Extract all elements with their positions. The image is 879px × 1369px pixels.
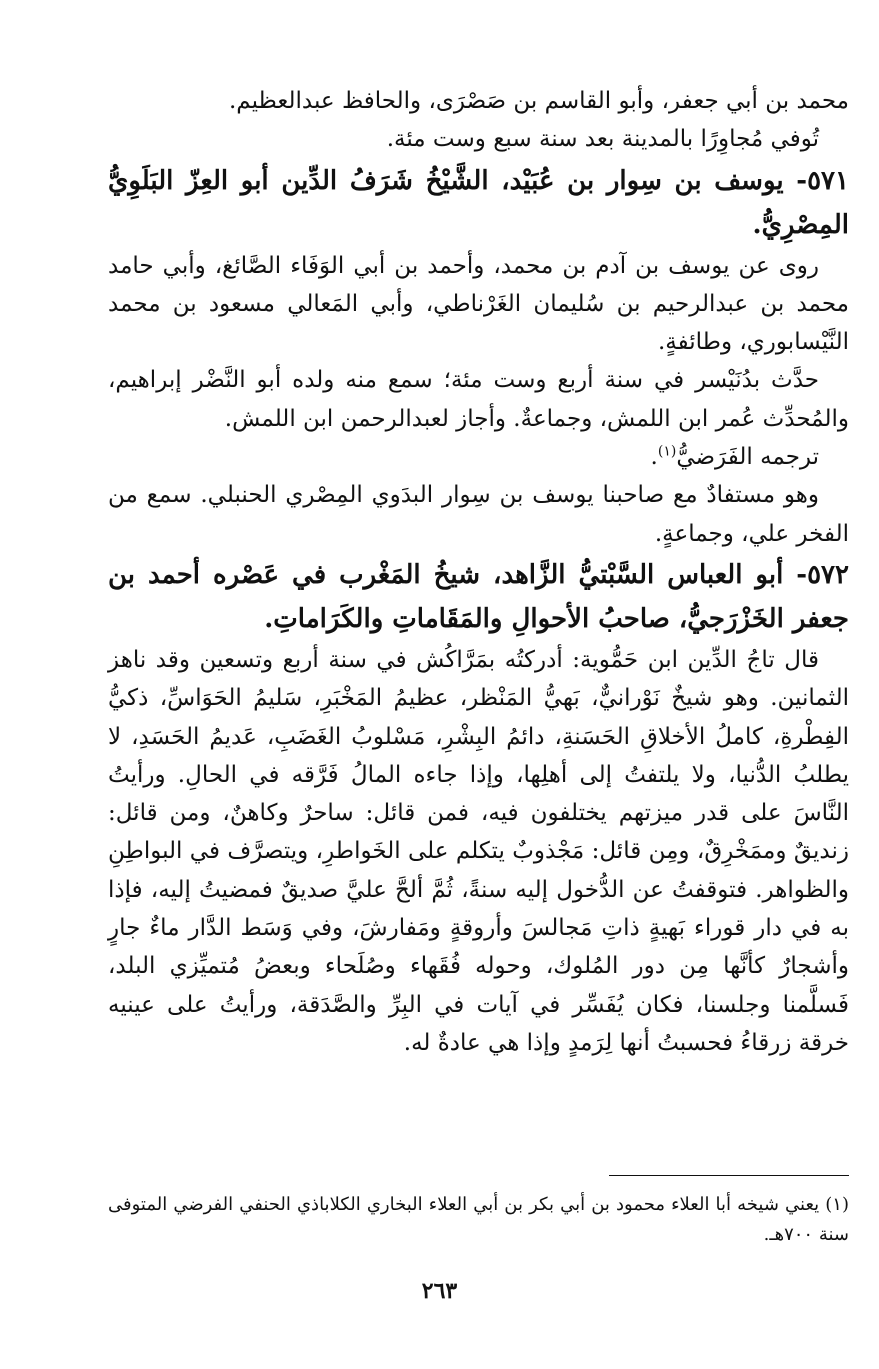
paragraph-continuation: محمد بن أبي جعفر، وأبو القاسم بن صَصْرَى، والحافظ عبدالعظيم. — [228, 88, 849, 114]
footnote-divider — [609, 1175, 849, 1176]
footnote-text: يعني شيخه أبا العلاء محمود بن أبي بكر بن أبي العلاء البخاري الكلاباذي الحنفي الفرضي المتوفى سنة ٧٠٠هـ. — [108, 1194, 849, 1245]
entry-heading-571: ٥٧١- يوسف بن سِوار بن عُبَيْد، الشَّيْخُ شَرَفُ الدِّين أبو العِزّ البَلَوِيُّ المِصْرِيُّ. — [108, 165, 849, 240]
entry-heading-572: ٥٧٢- أبو العباس السَّبْتيُّ الزَّاهد، شيخُ المَغْرب في عَصْره أحمد بن جعفر الخَزْرَجيُّ، صاحبُ الأحوالِ والمَقَاماتِ والكَرَاماتِ. — [108, 559, 849, 634]
paragraph-transmission: حدَّث بدُنَيْسر في سنة أربع وست مئة؛ سمع منه ولده أبو النَّضْر إبراهيم، والمُحدِّث عُمر ابن اللمش، وجماعةٌ. وأجاز لعبدالرحمن ابن اللمش. — [108, 367, 849, 432]
footnote — [108, 1190, 849, 1250]
main-text — [108, 82, 849, 1062]
paragraph-death-note: تُوفي مُجاوِرًا بالمدينة بعد سنة سبع وست مئة. — [386, 126, 819, 153]
biographer-period: . — [650, 444, 658, 471]
paragraph-namesake: وهو مستفادٌ مع صاحبنا يوسف بن سِوار البدَوي المِصْري الحنبلي. سمع من الفخر علي، وجماعةٍ. — [108, 482, 849, 547]
footnote-mark: (١) — [825, 1194, 849, 1215]
page-number: ٢٦٣ — [421, 1278, 458, 1304]
biographer-text: ترجمه الفَرَضيُّ — [676, 444, 819, 471]
paragraph-narrators: روى عن يوسف بن آدم بن محمد، وأحمد بن أبي الوَفَاء الصَّائغ، وأبي حامد محمد بن عبدالرحيم بن سُليمان الغَرْناطي، وأبي المَعالي مسعود بن محمد النَّيْسابوري، وطائفةٍ. — [108, 252, 849, 356]
paragraph-biographer — [108, 438, 849, 476]
paragraph-account: قال تاجُ الدِّين ابن حَمُّوية: أدركتُه بمَرَّاكُش في سنة أربع وتسعين وقد ناهز الثمانين. وهو شيخٌ نَوْرانيٌّ، بَهيُّ المَنْظر، عظيمُ المَخْبَرِ، سَليمُ الحَوَاسِّ، ذكيُّ الفِطْرةِ، كاملُ الأخلاقِ الحَسَنةِ، دائمُ البِشْرِ، مَسْلوبُ الغَضَبِ، عَديمُ الحَسَدِ، لا يطلبُ الدُّنيا، ولا يلتفتُ إلى أهلِها، وإذا جاءه المالُ فَرَّقه في الحالِ. ورأيتُ النَّاسَ على قدر ميزتهم يختلفون فيه، فمن قائل: ساحرٌ وكاهنٌ، ومن قائل: زنديقٌ وممَخْرِقٌ، ومِن قائل: مَجْذوبٌ يتكلم على الخَواطرِ، ويتصرَّف في البواطِنِ والظواهر. فتوقفتُ عن الدُّخول إليه سنةً، ثُمَّ ألحَّ عليَّ صديقٌ فمضيتُ إليه، فإذا به في دار قوراء بَهيةٍ ذاتِ مَجالسَ وأروقةٍ ومَفارشَ، وفي وَسَط الدَّار ماءٌ جارٍ وأشجارٌ كأنَّها مِن دور المُلوك، وحوله فُقَهاء وصُلَحاء وبعضُ مُتميِّزي البلد، فَسلَّمنا وجلسنا، فكان يُفَسِّر في آيات في البِرِّ والصَّدَقة، ورأيتُ على عينيه خرقة زرقاءُ فحسبتُ أنها لِرَمدٍ وإذا هي عادةٌ له. — [108, 646, 849, 1056]
footnote-reference[interactable]: (١) — [657, 443, 677, 460]
